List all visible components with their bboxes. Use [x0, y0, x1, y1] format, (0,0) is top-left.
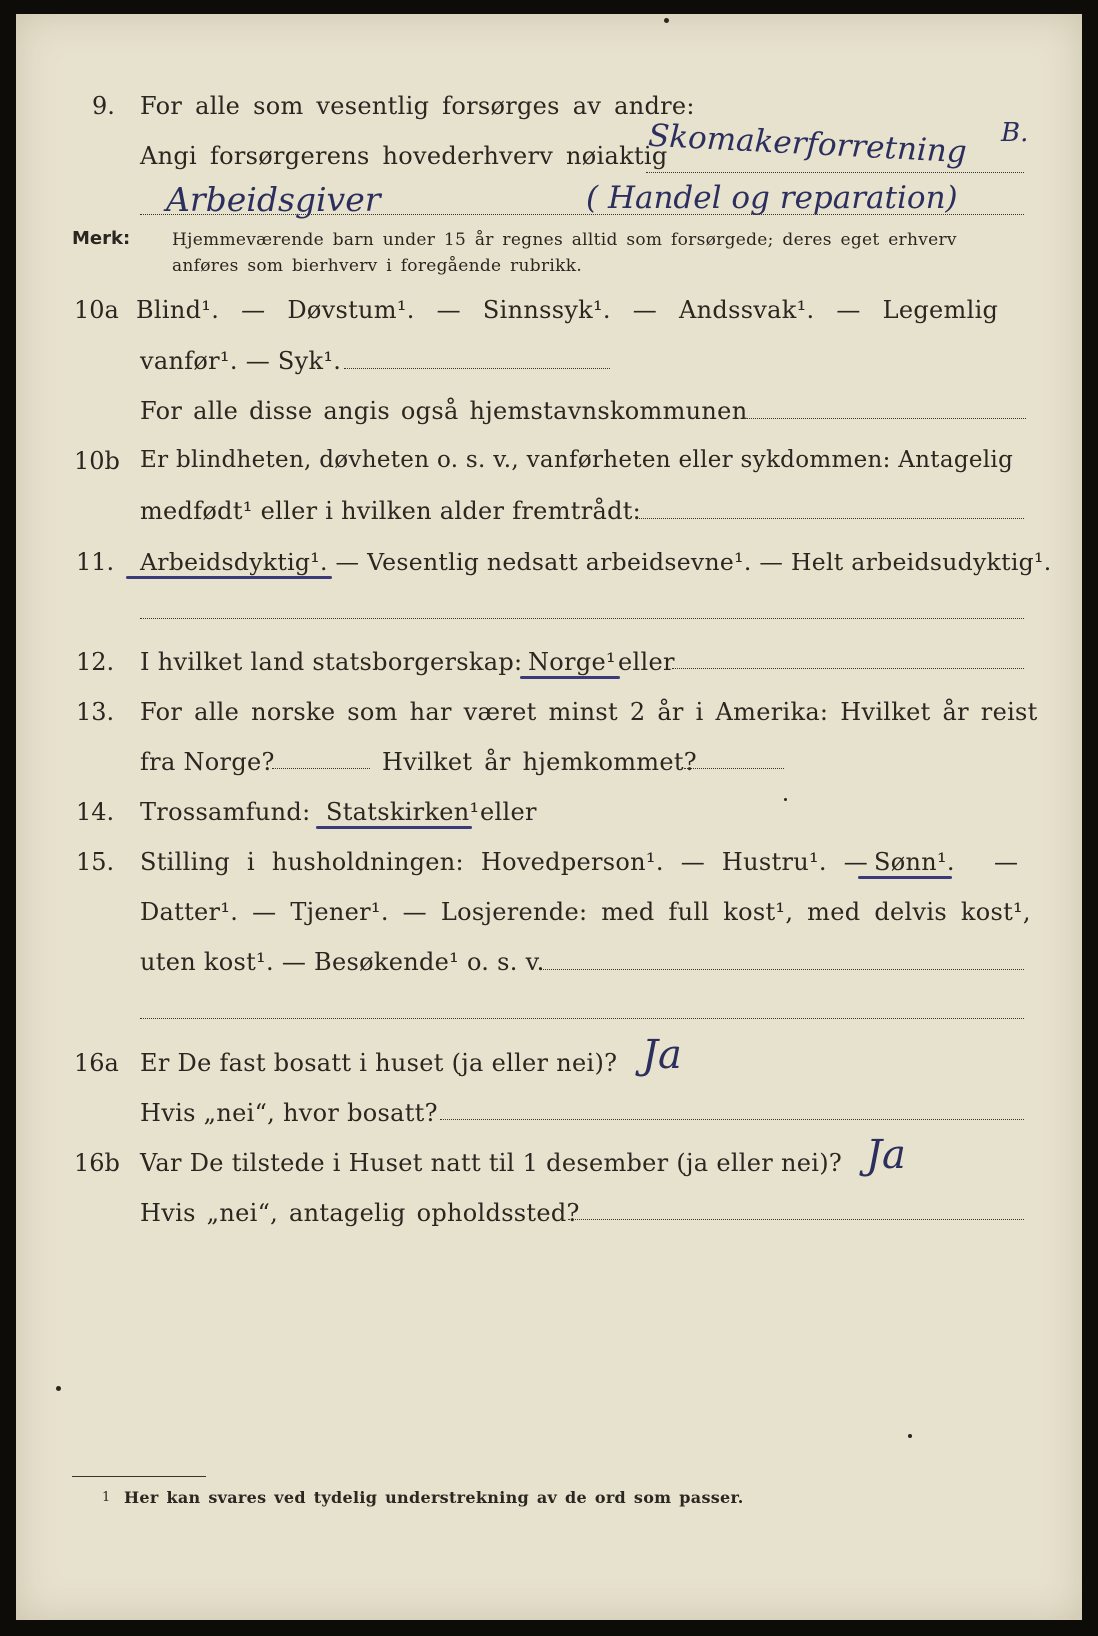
q10a-line2: vanfør¹. — Syk¹.: [140, 347, 342, 375]
merk-label: Merk:: [72, 228, 131, 249]
q16a-line2: Hvis „nei“, hvor bosatt?: [140, 1099, 438, 1127]
ink-speck: [784, 798, 787, 801]
q13-number: 13.: [76, 698, 115, 726]
q14-underline-statskirken: [316, 826, 472, 829]
q14-answer-statskirken: Statskirken¹: [326, 798, 480, 826]
q15-answer-sonn: Sønn¹.: [874, 848, 955, 876]
q15-line3: uten kost¹. — Besøkende¹ o. s. v.: [140, 948, 545, 976]
q10a-line3: For alle disse angis også hjemstavnskommunen: [140, 397, 748, 425]
q15-fill-line-1: [540, 969, 1024, 970]
q15-number: 15.: [76, 848, 115, 876]
q16b-handwritten-answer: Ja: [866, 1132, 906, 1178]
census-form-page: [16, 14, 1082, 1620]
footnote-text: Her kan svares ved tydelig understrekning av de ord som passer.: [124, 1488, 744, 1507]
q16b-number: 16b: [74, 1149, 120, 1177]
q11-fill-line: [140, 618, 1024, 619]
q9-number: 9.: [92, 92, 115, 120]
q9-handwritten-occupation: Skomakerforretning: [647, 117, 968, 171]
q15-underline-sonn: [858, 876, 952, 879]
q9-line2: Angi forsørgerens hovederhverv nøiaktig: [140, 142, 668, 170]
q13-line2a: fra Norge?: [140, 748, 275, 776]
q13-line2b: Hvilket år hjemkommet?: [382, 748, 697, 776]
q12-underline-norge: [520, 676, 620, 679]
q10b-fill-line: [636, 518, 1024, 519]
q13-fill-line-1: [272, 768, 370, 769]
q9-line1: For alle som vesentlig forsørges av andre:: [140, 92, 695, 120]
q12-fill-line: [672, 668, 1024, 669]
q16a-fill-line: [440, 1119, 1024, 1120]
q16b-fill-line: [568, 1219, 1024, 1220]
q10b-line2: medfødt¹ eller i hvilken alder fremtrådt:: [140, 497, 642, 525]
ink-spot: [664, 18, 669, 23]
q10b-number: 10b: [74, 447, 120, 475]
q12-line1: I hvilket land statsborgerskap:: [140, 648, 523, 676]
q10a-number: 10a: [74, 296, 119, 324]
q9-handwritten-detail: ( Handel og reparation): [586, 180, 958, 216]
q16a-line1: Er De fast bosatt i huset (ja eller nei)?: [140, 1049, 618, 1077]
q15-line1-tail: —: [994, 848, 1019, 876]
q15-line2: Datter¹. — Tjener¹. — Losjerende: med full kost¹, med delvis kost¹,: [140, 898, 1031, 926]
q14-line1: Trossamfund:: [140, 798, 311, 826]
q9-handwritten-employer: Arbeidsgiver: [166, 180, 381, 219]
ink-speck: [908, 1434, 912, 1438]
q16a-number: 16a: [74, 1049, 119, 1077]
q15-line1: Stilling i husholdningen: Hovedperson¹. — Hustru¹. —: [140, 848, 869, 876]
q15-fill-line-2: [140, 1018, 1024, 1019]
footnote-mark: 1: [102, 1490, 111, 1505]
merk-line2: anføres som bierhverv i foregående rubrikk.: [172, 256, 583, 276]
footnote-rule: [72, 1476, 206, 1477]
q16b-line1: Var De tilstede i Huset natt til 1 desember (ja eller nei)?: [140, 1149, 843, 1177]
q11-line1: Arbeidsdyktig¹. — Vesentlig nedsatt arbeidsevne¹. — Helt arbeidsudyktig¹.: [140, 548, 1052, 576]
q12-answer-norge: Norge¹: [528, 648, 616, 676]
q12-number: 12.: [76, 648, 115, 676]
q13-fill-line-2: [684, 768, 784, 769]
q14-number: 14.: [76, 798, 115, 826]
merk-line1: Hjemmeværende barn under 15 år regnes alltid som forsørgede; deres eget erhverv: [172, 230, 957, 250]
q10b-line1: Er blindheten, døvheten o. s. v., vanførheten eller sykdommen: Antagelig: [140, 447, 1014, 473]
q10a-fill-line-1: [344, 368, 610, 369]
ink-speck: [56, 1386, 61, 1391]
q16b-line2: Hvis „nei“, antagelig opholdssted?: [140, 1199, 580, 1227]
q9-fill-line-1: [646, 172, 1024, 173]
q14-tail: eller: [480, 798, 537, 826]
q13-line1: For alle norske som har været minst 2 år i Amerika: Hvilket år reist: [140, 698, 1038, 726]
q11-underline-arbeidsdyktig: [126, 576, 332, 579]
q10a-fill-line-2: [744, 418, 1026, 419]
q12-tail: eller: [618, 648, 675, 676]
q10a-line1: Blind¹. — Døvstum¹. — Sinnssyk¹. — Andssvak¹. — Legemlig: [136, 296, 999, 324]
q9-fill-line-2: [140, 214, 1024, 215]
q9-handwritten-mark: B.: [1001, 118, 1029, 148]
q11-number: 11.: [76, 548, 115, 576]
q16a-handwritten-answer: Ja: [642, 1032, 682, 1078]
